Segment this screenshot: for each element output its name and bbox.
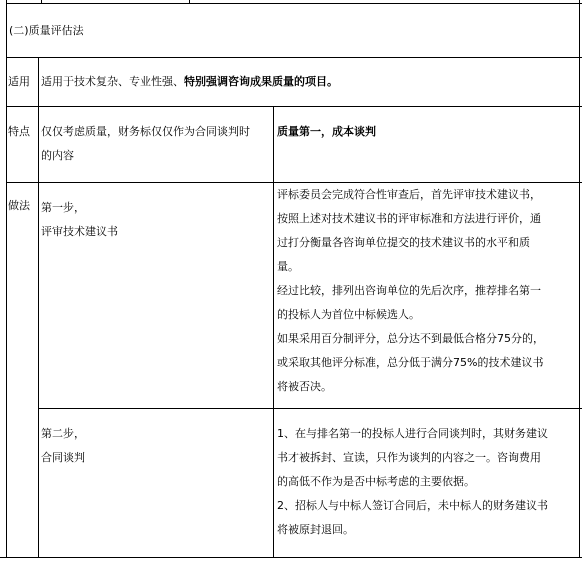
grid-line-2 (6, 106, 582, 107)
step1-detail-line: 经过比较，排列出咨询单位的先后次序，推荐排名第一 (277, 284, 541, 297)
step1-detail-line: 的投标人为首位中标候选人。 (277, 308, 420, 321)
step1-detail-line: 按照上述对技术建议书的评审标准和方法进行评价，通 (277, 212, 541, 225)
grid-line-top (6, 3, 582, 4)
step1-detail-line: 量。 (277, 260, 299, 273)
step1-title (41, 196, 118, 244)
grid-line-right (579, 0, 580, 558)
step1-detail-line: 或采取其他评分标准，总分低于满分75%的技术建议书 (277, 356, 544, 369)
step2-detail-line: 2、招标人与中标人签订合同后，未中标人的财务建议书 (277, 499, 548, 512)
row-label-features: 特点 (8, 125, 30, 138)
step1-detail-line: 将被否决。 (277, 380, 332, 393)
grid-line-top-stub-b (189, 0, 190, 4)
step2-detail (277, 422, 548, 542)
step1-detail-line: 如果采用百分制评分，总分达不到最低合格分75分的， (277, 332, 544, 345)
step2-detail-line: 书才被拆封、宣读，只作为谈判的内容之一。咨询费用 (277, 451, 541, 464)
features-left-line: 的内容 (41, 149, 74, 162)
features-left-text (41, 120, 250, 168)
step2-detail-line: 1、在与排名第一的投标人进行合同谈判时，其财务建议 (277, 427, 548, 440)
row-label-applicable: 适用 (8, 75, 30, 88)
grid-line-1 (6, 57, 582, 58)
step1-title-line: 评审技术建议书 (41, 225, 118, 238)
step1-detail-line: 评标委员会完成符合性审查后，首先评审技术建议书， (277, 188, 541, 201)
step2-detail-line: 的高低不作为是否中标考虑的主要依据。 (277, 475, 475, 488)
applicable-text-bold: 特别强调咨询成果质量的项目。 (184, 75, 338, 88)
grid-line-left (6, 0, 7, 558)
grid-line-bottom (0, 557, 582, 558)
step2-detail-line: 将被原封退回。 (277, 523, 354, 536)
grid-line-col2 (273, 106, 274, 558)
grid-line-top-stub-a (41, 0, 42, 4)
features-right-text: 质量第一，成本谈判 (277, 125, 376, 138)
step2-title-line: 第二步， (41, 427, 85, 440)
step1-detail-line: 过打分衡量各咨询单位提交的技术建议书的水平和质 (277, 236, 530, 249)
row-label-method: 做法 (8, 199, 30, 212)
applicable-text-normal: 适用于技术复杂、专业性强、 (41, 75, 184, 88)
step2-title-line: 合同谈判 (41, 451, 85, 464)
step2-title (41, 422, 85, 470)
step1-detail (277, 183, 544, 399)
grid-line-4 (38, 408, 582, 409)
applicable-text (41, 74, 338, 90)
step1-title-line: 第一步， (41, 201, 85, 214)
section-title: (二)质量评估法 (9, 24, 84, 37)
features-left-line: 仅仅考虑质量，财务标仅仅作为合同谈判时 (41, 125, 250, 138)
grid-line-col1 (38, 57, 39, 558)
